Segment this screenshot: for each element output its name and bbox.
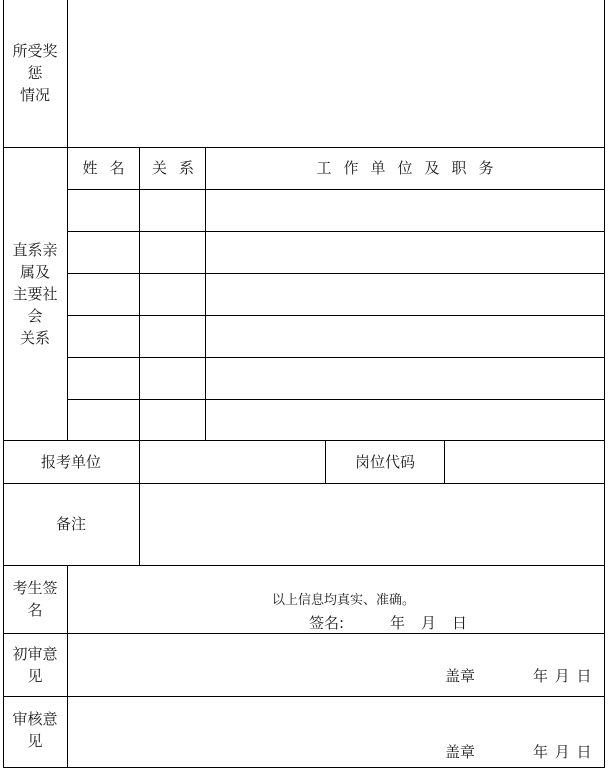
signature-sign-label: 签名: <box>309 614 345 632</box>
family-row-5-name[interactable] <box>68 358 139 399</box>
apply-unit-label: 报考单位 <box>40 453 101 471</box>
column-header-name: 姓名 <box>82 159 137 177</box>
family-row-1-relation[interactable] <box>140 190 205 231</box>
border-right <box>604 0 605 768</box>
column-header-work: 工作单位及职务 <box>316 159 506 177</box>
family-row-3-name[interactable] <box>68 274 139 315</box>
family-row-3-work[interactable] <box>206 274 604 315</box>
family-row-2-name[interactable] <box>68 232 139 273</box>
family-row-2-relation[interactable] <box>140 232 205 273</box>
family-label: 直系亲 属及 主要社 会 关系 <box>12 241 58 347</box>
family-row-6-work[interactable] <box>206 400 604 440</box>
apply-unit-field[interactable] <box>140 441 325 483</box>
family-row-2-work[interactable] <box>206 232 604 273</box>
final-review-stamp: 盖章 <box>445 743 476 761</box>
signature-month: 月 <box>421 614 437 632</box>
family-row-5-work[interactable] <box>206 358 604 399</box>
family-row-4-relation[interactable] <box>140 316 205 357</box>
divider <box>3 565 605 566</box>
family-row-3-relation[interactable] <box>140 274 205 315</box>
initial-review-stamp: 盖章 <box>445 667 476 685</box>
initial-review-date: 年 月 日 <box>533 667 592 685</box>
border-bottom <box>3 767 605 768</box>
final-review-date: 年 月 日 <box>533 743 592 761</box>
family-row-5-relation[interactable] <box>140 358 205 399</box>
final-review-label: 审核意 见 <box>12 710 58 750</box>
awards-label: 所受奖 惩 情况 <box>12 42 58 104</box>
post-code-label: 岗位代码 <box>354 453 415 471</box>
signature-day: 日 <box>452 614 468 632</box>
initial-review-label: 初审意 见 <box>12 645 58 685</box>
post-code-field[interactable] <box>445 441 604 483</box>
signature-year: 年 <box>390 614 406 632</box>
family-row-1-work[interactable] <box>206 190 604 231</box>
family-row-4-work[interactable] <box>206 316 604 357</box>
awards-field[interactable] <box>68 0 604 147</box>
remarks-field[interactable] <box>140 484 604 565</box>
divider <box>3 147 605 148</box>
column-header-relation: 关系 <box>152 159 207 177</box>
initial-review-field[interactable] <box>68 634 604 696</box>
final-review-field[interactable] <box>68 697 604 767</box>
family-row-6-relation[interactable] <box>140 400 205 440</box>
family-row-6-name[interactable] <box>68 400 139 440</box>
signature-statement: 以上信息均真实、准确。 <box>272 593 416 608</box>
signature-label: 考生签 名 <box>12 579 58 619</box>
signature-field[interactable] <box>350 612 384 632</box>
remarks-label: 备注 <box>55 515 86 533</box>
family-row-1-name[interactable] <box>68 190 139 231</box>
family-row-4-name[interactable] <box>68 316 139 357</box>
